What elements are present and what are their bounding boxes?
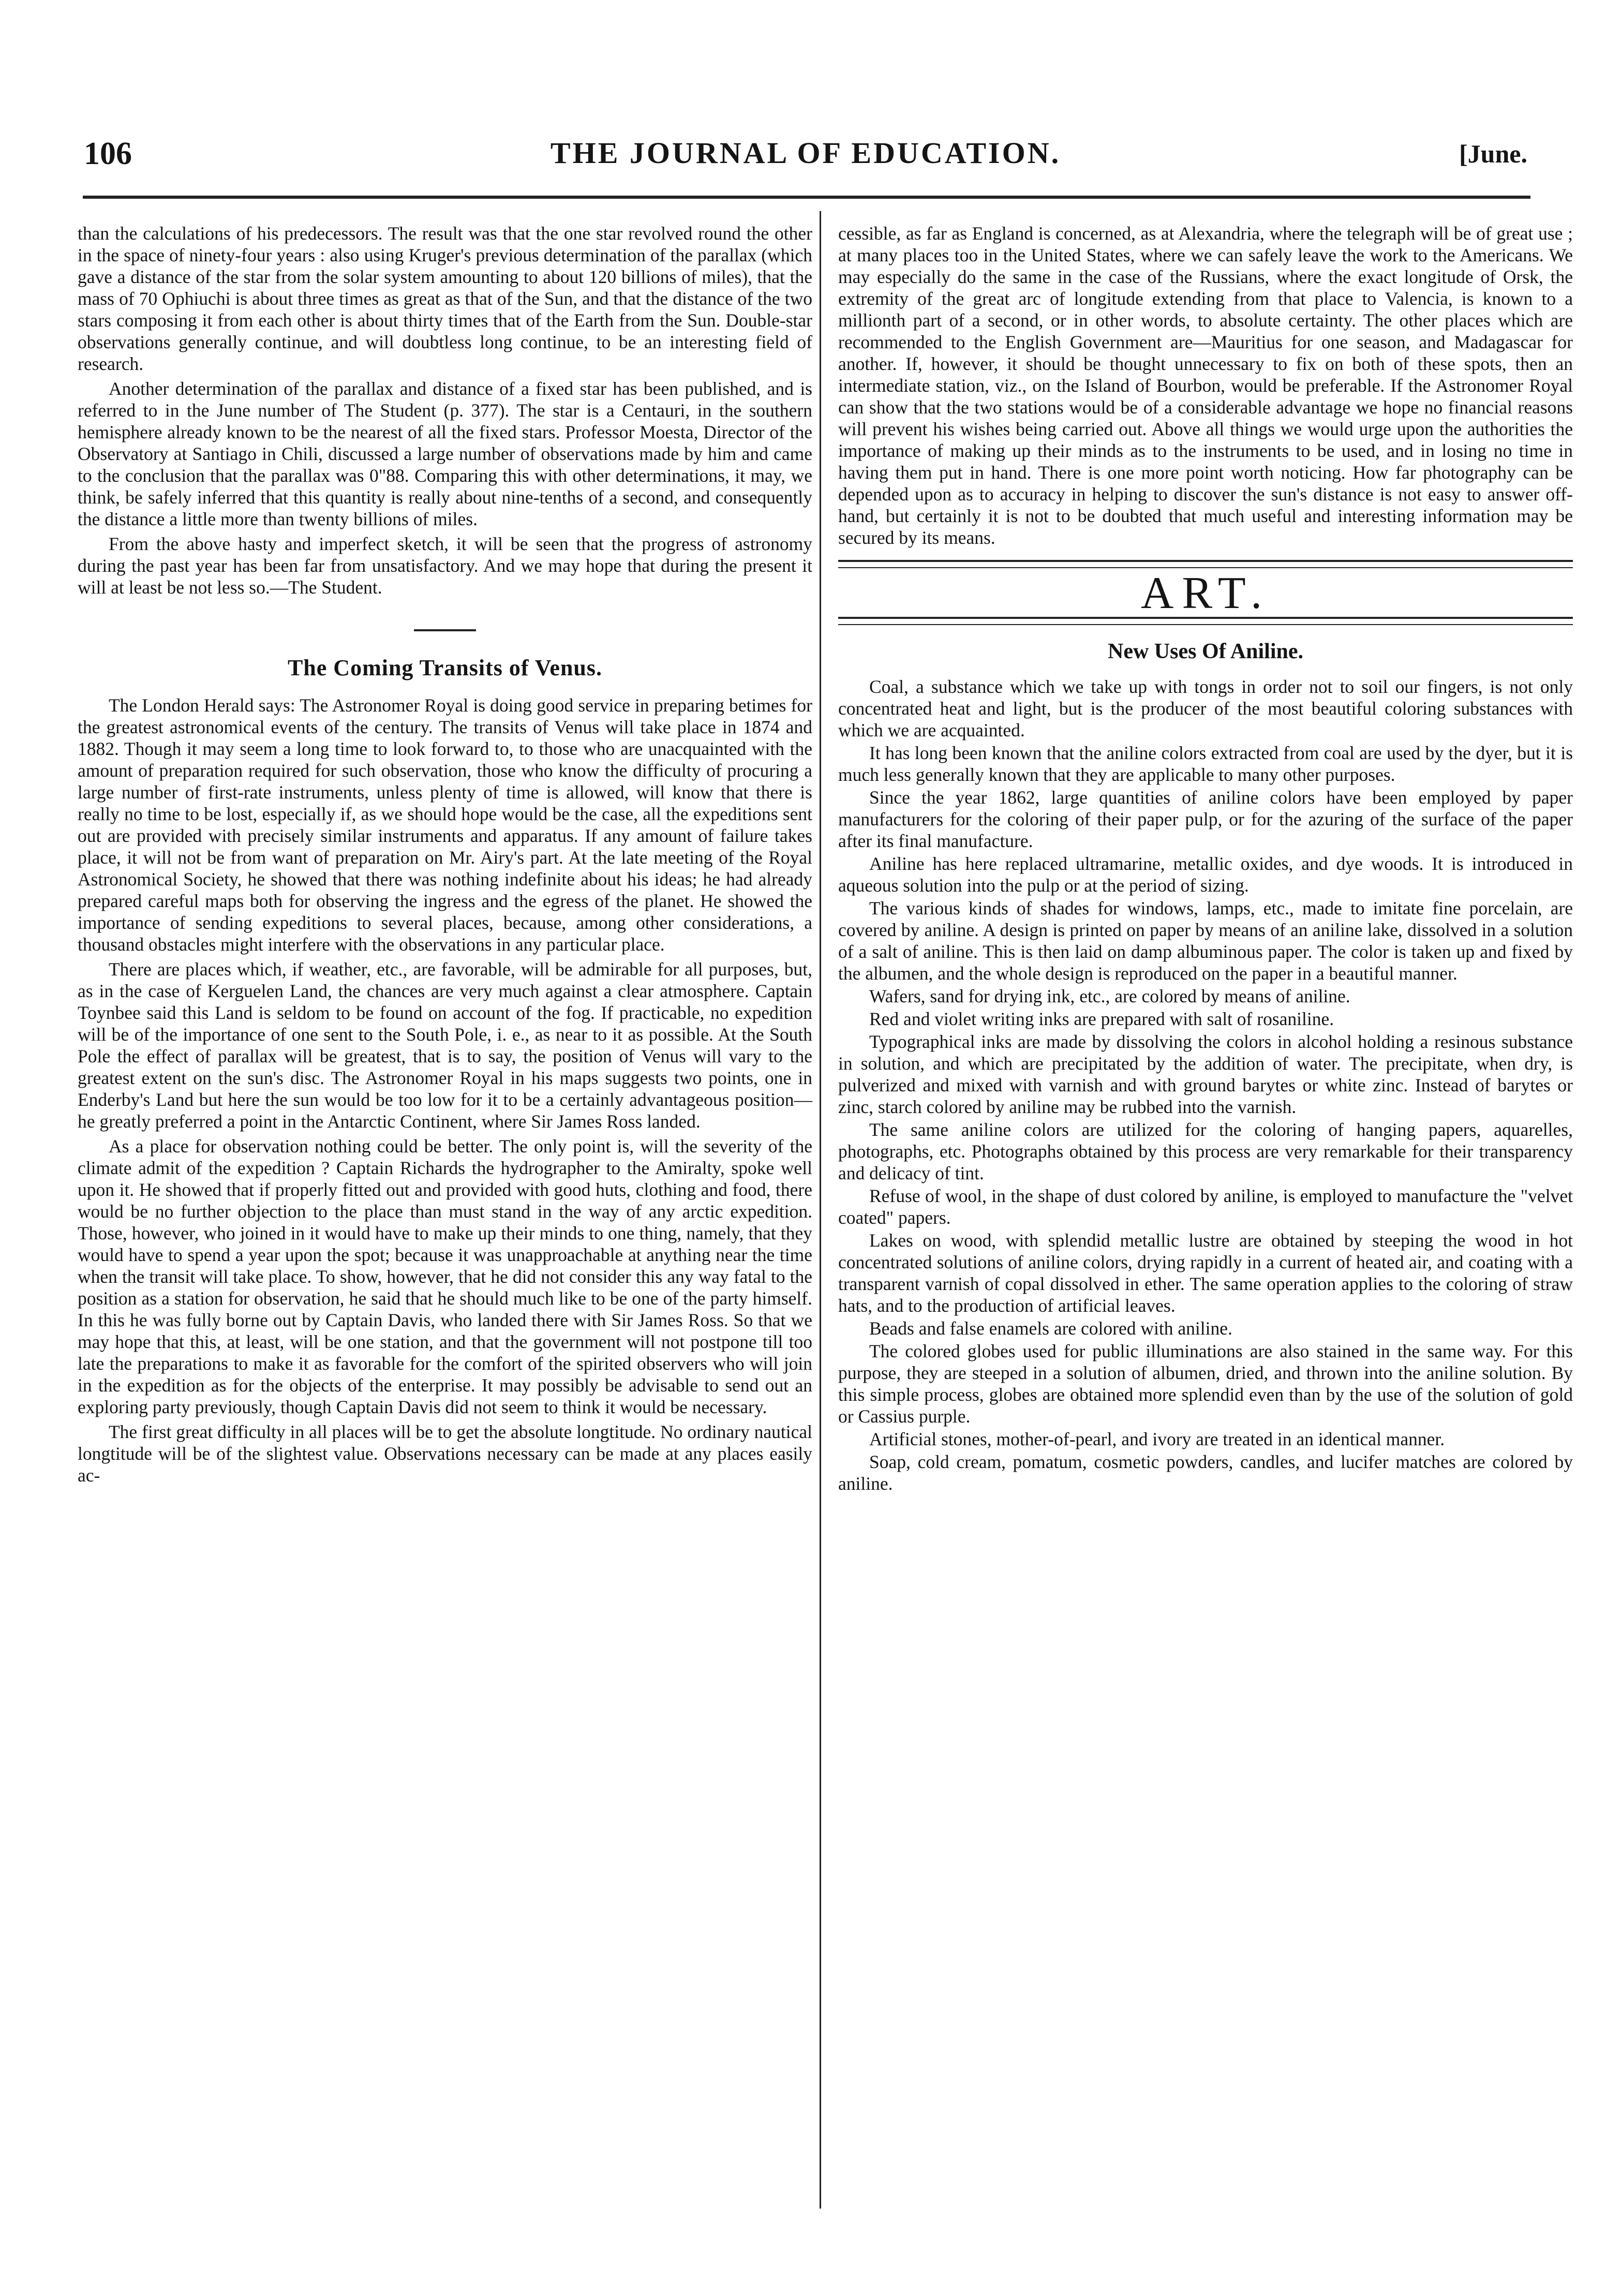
paragraph: Since the year 1862, large quantities of aniline colors have been employed by paper manufacturers for the coloring of their paper pulp, or for the azuring of the surface of the paper after its final manufacture.	[838, 787, 1573, 851]
left-column	[78, 223, 812, 1489]
paragraph: Beads and false enamels are colored with aniline.	[869, 1318, 1232, 1339]
paragraph: Aniline has here replaced ultramarine, metallic oxides, and dye woods. It is introduced in aqueous solution into the pulp or at the period of sizing.	[838, 853, 1573, 896]
paragraph: cessible, as far as England is concerned, as at Alexandria, where the telegraph will be of great use ; at many places too in the United States, where we can safely leave the work to the Americans. We may especially do the same in the case of the Russians, where the exact longitude of Orsk, the extremity of the great arc of longitude extending from that place to Valencia, is known to a millionth part of a second, or in other words, to absolute certainty. The other places which are recommended to the English Government are—Mauritius for one season, and Madagascar for another. If, however, it should be thought unnecessary to fix on both of these spots, then an intermediate station, viz., on the Island of Bourbon, would be preferable. If the Astronomer Royal can show that the two stations would be of a considerable advantage we hope no financial reasons will prevent his wishes being carried out. Above all things we would urge upon the authorities the importance of making up their minds as to the instruments to be used, and in losing no time in having them put in hand. There is one more point worth noticing. How far photography can be depended upon as to accuracy in helping to discover the sun's distance is not easy to answer off-hand, but certainly it is not to be doubted that much useful and interesting information may be secured by its means.	[838, 223, 1573, 548]
paragraph: The London Herald says: The Astronomer Royal is doing good service in preparing betimes for the greatest astronomical events of the century. The transits of Venus will take place in 1874 and 1882. Though it may seem a long time to look forward to, to those who are unacquainted with the amount of preparation required for such observation, those who know the difficulty of procuring a large number of first-rate instruments, unless plenty of time is allowed, will know that there is really no time to be lost, especially if, as we should hope would be the case, all the expeditions sent out are provided with precisely similar instruments and apparatus. If any amount of failure takes place, it will not be from want of preparation on Mr. Airy's part. At the late meeting of the Royal Astronomical Society, he showed that there was nothing indefinite about his ideas; he had already prepared careful maps both for observing the ingress and the egress of the planet. He showed the importance of sending expeditions to several places, because, among other considerations, a thousand obstacles might interfere with the observations in any particular place.	[78, 695, 812, 955]
running-month: [June.	[1459, 139, 1527, 168]
paragraph: As a place for observation nothing could be better. The only point is, will the severity of the climate admit of the expedition ? Captain Richards the hydrographer to the Amiralty, spoke well upon it. He showed that if properly fitted out and provided with good huts, clothing and food, there would be no further objection to the place than must stand in the way of any arctic expedition. Those, however, who joined in it would have to make up their minds to one thing, namely, that they would have to spend a year upon the spot; because it was unapproachable at anything near the time when the transit will take place. To show, however, that he did not consider this any way fatal to the position as a station for observation, he said that he should much like to be one of the party himself. In this he was fully borne out by Captain Davis, who landed there with Sir James Ross. So that we may hope that this, at least, will be one station, and that the government will not postpone till too late the preparations to make it as favorable for the comfort of the spirited observers who will join in the expedition as for the objects of the enterprise. It may possibly be advisable to send out an exploring party previously, though Captain Davis did not seem to think it would be necessary.	[78, 1136, 812, 1417]
article-heading-aniline: New Uses Of Aniline.	[1108, 640, 1303, 663]
paragraph: Artificial stones, mother-of-pearl, and ivory are treated in an identical manner.	[869, 1429, 1445, 1449]
paragraph: The colored globes used for public illuminations are also stained in the same way. For this purpose, they are steeped in a solution of albumen, dried, and thrown into the aniline solution. By this simple process, globes are obtained more splendid even than by the use of the solution of gold or Cassius purple.	[838, 1341, 1573, 1427]
paragraph: Another determination of the parallax and distance of a fixed star has been published, and is referred to in the June number of The Student (p. 377). The star is a Centauri, in the southern hemisphere already known to be the nearest of all the fixed stars. Professor Moesta, Director of the Observatory at Santiago in Chili, discussed a large number of observations made by him and came to the conclusion that the parallax was 0"88. Comparing this with other determinations, it may, we think, be safely inferred that this quantity is really about nine-tenths of a second, and consequently the distance a little more than twenty billions of miles.	[78, 378, 812, 529]
paragraph: than the calculations of his predecessors. The result was that the one star revolved round the other in the space of ninety-four years : also using Kruger's previous determination of the parallax (which gave a distance of the star from the solar system amounting to about 120 billions of miles), that the mass of 70 Ophiuchi is about three times as great as that of the Sun, and that the distance of the two stars composing it from each other is about thirty times that of the Earth from the Sun. Double-star observations generally continue, and will doubtless long continue, to be an interesting field of research.	[78, 223, 812, 374]
column-divider	[820, 211, 821, 2209]
paragraph: The first great difficulty in all places will be to get the absolute longtitude. No ordinary nautical longtitude will be of the slightest value. Observations necessary can be made at any places easily ac-	[78, 1421, 812, 1486]
paragraph: It has long been known that the aniline colors extracted from coal are used by the dyer, but it is much less generally known that they are applicable to many other purposes.	[838, 743, 1573, 785]
paragraph: The same aniline colors are utilized for the coloring of hanging papers, aquarelles, photographs, etc. Photographs obtained by this process are very remarkable for their transparency and delicacy of tint.	[838, 1119, 1573, 1183]
right-column	[838, 223, 1573, 1495]
header-rule	[83, 196, 1530, 199]
paragraph: From the above hasty and imperfect sketch, it will be seen that the progress of astronomy during the past year has been far from unsatisfactory. And we may hope that during the present it will at least be not less so.—The Student.	[78, 534, 812, 598]
section-title-art: ART.	[1140, 568, 1271, 618]
paragraph: Wafers, sand for drying ink, etc., are colored by means of aniline.	[869, 986, 1350, 1006]
paragraph: Red and violet writing inks are prepared with salt of rosaniline.	[869, 1009, 1334, 1029]
paragraph: Coal, a substance which we take up with tongs in order not to soil our fingers, is not only concentrated heat and light, but is the producer of the most beautiful coloring substances with which we are acquainted.	[838, 676, 1573, 740]
art-rule-top	[838, 560, 1573, 568]
paragraph: Typographical inks are made by dissolving the colors in alcohol holding a resinous substance in solution, and which are precipitated by the addition of water. The precipitate, when dry, is pulverized and mixed with varnish and with ground barytes or white zinc. Instead of barytes or zinc, starch colored by aniline may be rubbed into the varnish.	[838, 1031, 1573, 1117]
paragraph: Soap, cold cream, pomatum, cosmetic powders, candles, and lucifer matches are colored by aniline.	[838, 1451, 1573, 1494]
journal-title: THE JOURNAL OF EDUCATION.	[550, 136, 1061, 170]
page-number: 106	[84, 136, 132, 171]
paragraph: Lakes on wood, with splendid metallic lustre are obtained by steeping the wood in hot concentrated solutions of aniline colors, drying rapidly in a current of heated air, and coating with a transparent varnish of copal dissolved in ether. The same operation applies to the coloring of straw hats, and to the production of artificial leaves.	[838, 1230, 1573, 1316]
page-header	[84, 136, 1527, 182]
paragraph: Refuse of wool, in the shape of dust colored by aniline, is employed to manufacture the "velvet coated" papers.	[838, 1186, 1573, 1228]
section-heading-venus: The Coming Transits of Venus.	[287, 655, 603, 680]
section-divider	[414, 629, 476, 631]
paragraph: The various kinds of shades for windows, lamps, etc., made to imitate fine porcelain, are covered by aniline. A design is printed on paper by means of an aniline lake, dissolved in a solution of a salt of aniline. This is then laid on damp albuminous paper. The color is taken up and fixed by the albumen, and the whole design is reproduced on the paper in a beautiful manner.	[838, 898, 1573, 984]
paragraph: There are places which, if weather, etc., are favorable, will be admirable for all purposes, but, as in the case of Kerguelen Land, the chances are very much against a clear atmosphere. Captain Toynbee said this Land is seldom to be found on account of the fog. If practicable, no expedition will be of the importance of one sent to the South Pole, i. e., as near to it as possible. At the South Pole the effect of parallax will be greatest, that is to say, the position of Venus will vary to the greatest extent on the sun's disc. The Astronomer Royal in his maps suggests two points, one in Enderby's Land but here the sun would be too low for it to be a certainly advantageous position—he greatly preferred a point in the Antarctic Continent, where Sir James Ross landed.	[78, 959, 812, 1132]
